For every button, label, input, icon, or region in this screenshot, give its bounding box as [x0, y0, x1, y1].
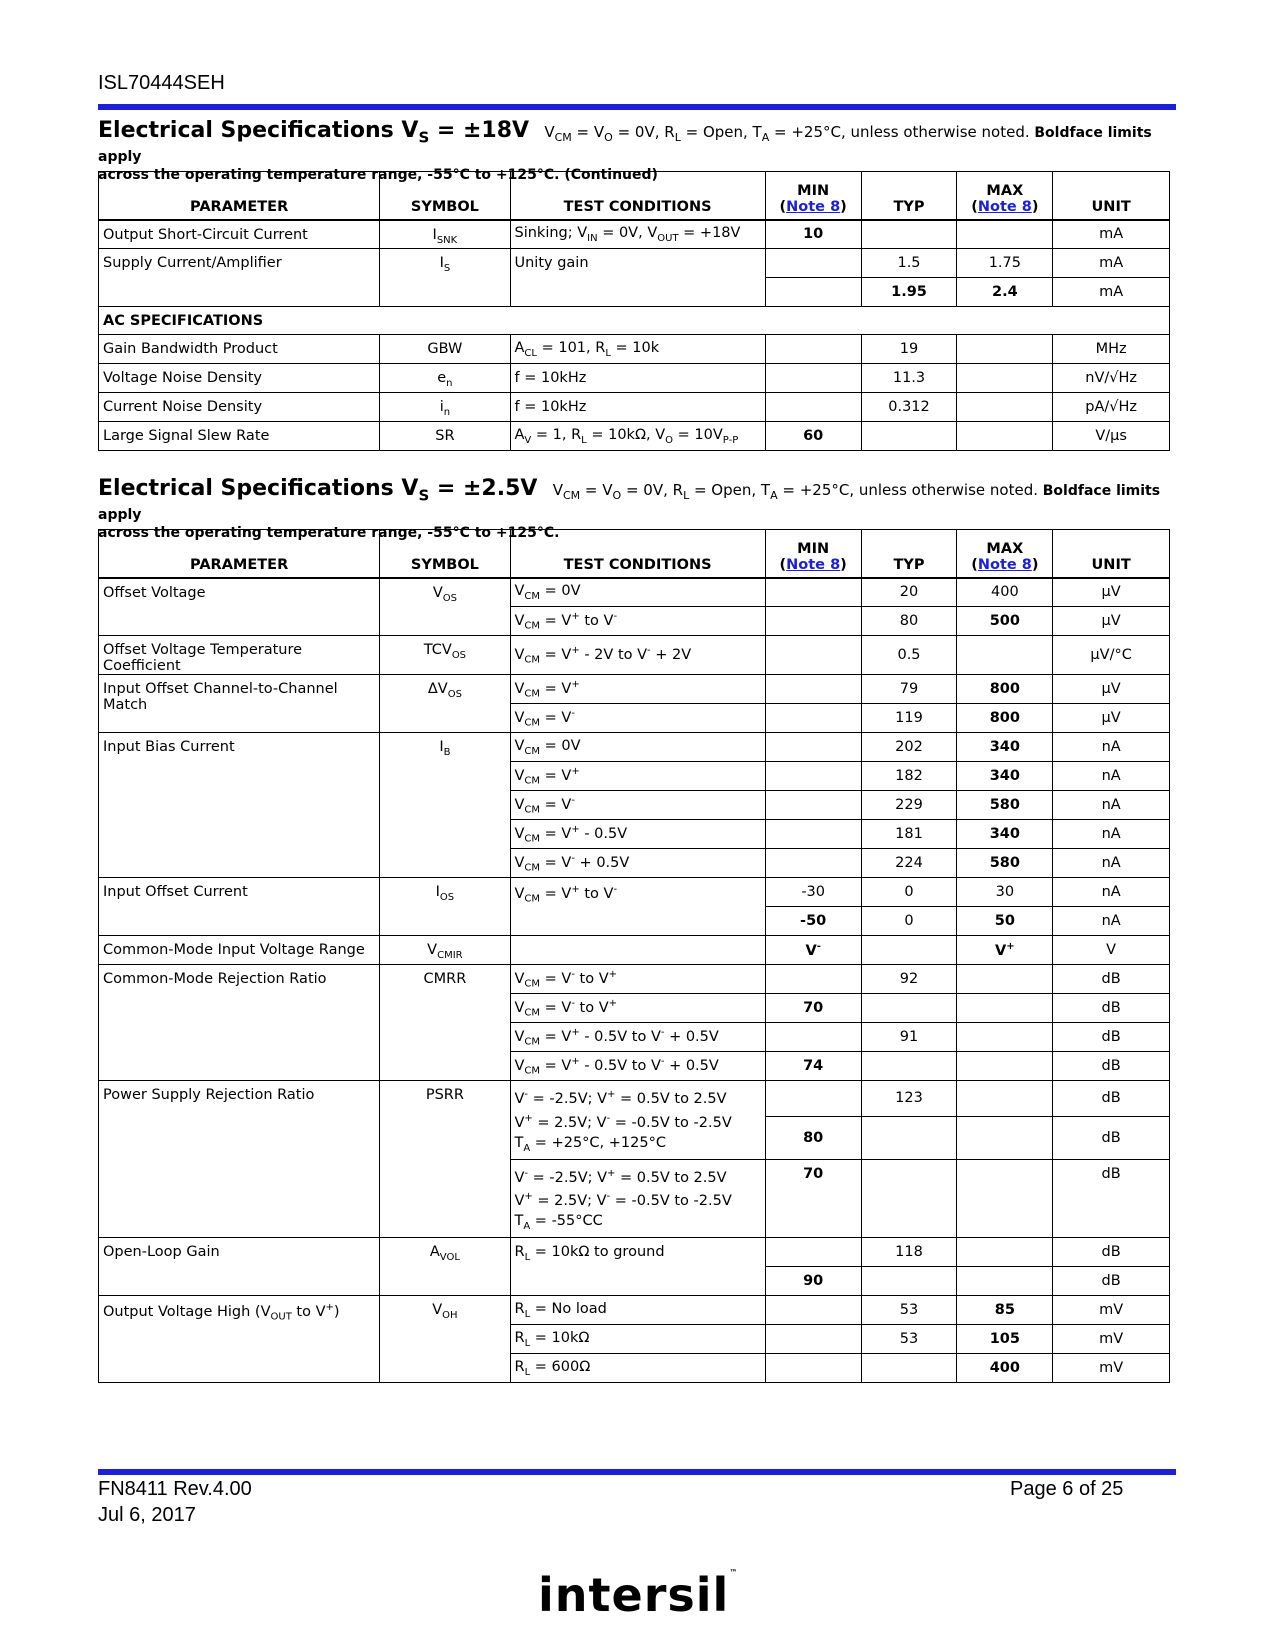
min-value [765, 249, 861, 278]
unit-value: pA/√Hz [1053, 393, 1170, 422]
min-value [765, 393, 861, 422]
max-value: 30 [957, 878, 1053, 907]
spec-table-2v5 [98, 529, 1170, 1383]
symbol: $\Delta V_{OS}$ [380, 675, 510, 733]
min-value: -50 [765, 907, 861, 936]
typ-value [861, 220, 957, 249]
typ-value: 181 [861, 820, 957, 849]
max-value [957, 1267, 1053, 1296]
min-value: 74 [765, 1052, 861, 1081]
parameter-name: Common-Mode Rejection Ratio [99, 965, 380, 1081]
min-value: 70 [765, 994, 861, 1023]
parameter-name: Offset Voltage [99, 578, 380, 636]
parameter-name: Current Noise Density [99, 393, 380, 422]
typ-value [861, 1116, 957, 1159]
unit-value: µV/°C [1053, 636, 1170, 675]
col-typ: TYP [861, 530, 957, 578]
min-value [765, 278, 861, 307]
table-row [99, 965, 1170, 994]
note-link[interactable]: Note 8 [786, 198, 841, 215]
max-value [957, 393, 1053, 422]
col-max: MAX (Note 8) [957, 172, 1053, 220]
test-condition: $R_L = 600\Omega$ [510, 1354, 765, 1383]
unit-value: MHz [1053, 335, 1170, 364]
min-value [765, 636, 861, 675]
test-condition: $V_{CM} = 0V$ [510, 733, 765, 762]
min-value [765, 733, 861, 762]
test-condition [510, 936, 765, 965]
col-unit: UNIT [1053, 530, 1170, 578]
table-row [99, 636, 1170, 675]
unit-value: dB [1053, 1159, 1170, 1238]
typ-value [861, 1052, 957, 1081]
test-condition: Unity gain [510, 249, 765, 307]
min-value [765, 1238, 861, 1267]
max-value: 340 [957, 733, 1053, 762]
min-value: -30 [765, 878, 861, 907]
col-symbol: SYMBOL [380, 172, 510, 220]
page-number: Page 6 of 25 [1010, 1478, 1124, 1500]
unit-value: mV [1053, 1325, 1170, 1354]
parameter-name: Voltage Noise Density [99, 364, 380, 393]
typ-value: 53 [861, 1325, 957, 1354]
col-min: MIN (Note 8) [765, 530, 861, 578]
test-condition: Sinking; $V_{IN} = 0V$, $V_{OUT} = +18V$ [510, 220, 765, 249]
test-condition: $V_{CM} = V^+$ [510, 675, 765, 704]
test-condition: $R_L = No$ load [510, 1296, 765, 1325]
typ-value: 19 [861, 335, 957, 364]
min-value [765, 675, 861, 704]
test-condition: f = 10kHz [510, 364, 765, 393]
parameter-name: Input Offset Channel-to-Channel Match [99, 675, 380, 733]
table-row [99, 733, 1170, 762]
max-value: V+ [957, 936, 1053, 965]
min-value [765, 1296, 861, 1325]
max-value: 105 [957, 1325, 1053, 1354]
test-condition: $V_{CM} = V^+$ [510, 762, 765, 791]
test-condition: $V_{CM} = V^+ - 2V$ to V- + 2V [510, 636, 765, 675]
test-condition: $R_L = 10k\Omega$ to ground [510, 1238, 765, 1296]
unit-value: mV [1053, 1296, 1170, 1325]
header-rule [98, 104, 1176, 110]
typ-value: 182 [861, 762, 957, 791]
test-condition: $V_{CM} = V^-$ [510, 704, 765, 733]
table-row [99, 220, 1170, 249]
test-condition: $A_{CL} = 101$, $R_L = 10k$ [510, 335, 765, 364]
test-condition: V- = -2.5V; V+ = 0.5V to 2.5V V+ = 2.5V; V- = -0.5V to -2.5V $T_A = +25^\circ C$, +125°C [510, 1081, 765, 1160]
table-row [99, 675, 1170, 704]
test-condition: $V_{CM} = V^+ - 0.5V$ [510, 820, 765, 849]
typ-value [861, 1354, 957, 1383]
min-value: 10 [765, 220, 861, 249]
max-value: 340 [957, 762, 1053, 791]
max-value [957, 1081, 1053, 1117]
max-value: 400 [957, 1354, 1053, 1383]
col-unit: UNIT [1053, 172, 1170, 220]
max-value [957, 1023, 1053, 1052]
typ-value: 11.3 [861, 364, 957, 393]
typ-value: 80 [861, 607, 957, 636]
test-condition: $V_{CM} = V^-$ [510, 791, 765, 820]
header-row [99, 530, 1170, 578]
test-condition: $R_L = 10k\Omega$ [510, 1325, 765, 1354]
col-parameter: PARAMETER [99, 172, 380, 220]
typ-value: 20 [861, 578, 957, 607]
min-value [765, 1325, 861, 1354]
parameter-name: Common-Mode Input Voltage Range [99, 936, 380, 965]
symbol: $i_n$ [380, 393, 510, 422]
max-value: 85 [957, 1296, 1053, 1325]
min-value [765, 704, 861, 733]
table-row [99, 578, 1170, 607]
symbol: $I_B$ [380, 733, 510, 878]
section1-conditions: $V_{CM} = V_O = 0V$, $R_L$ = Open, $T_A = +25^\circ C$, unless otherwise noted. Boldface limits apply [98, 123, 1152, 166]
unit-value: dB [1053, 1267, 1170, 1296]
unit-value: dB [1053, 1023, 1170, 1052]
max-value: 580 [957, 791, 1053, 820]
doc-id: ISL70444SEH [98, 72, 225, 94]
max-value: 340 [957, 820, 1053, 849]
symbol: $I_S$ [380, 249, 510, 307]
typ-value [861, 936, 957, 965]
unit-value: nA [1053, 762, 1170, 791]
typ-value: 123 [861, 1081, 957, 1117]
section2-line2: across the operating temperature range, -55°C to +125°C. [98, 525, 560, 542]
typ-value [861, 1267, 957, 1296]
max-value: 800 [957, 675, 1053, 704]
typ-value: 0.312 [861, 393, 957, 422]
min-value: V- [765, 936, 861, 965]
typ-value: 79 [861, 675, 957, 704]
section-label: AC SPECIFICATIONS [99, 307, 1170, 335]
note-link[interactable]: Note 8 [977, 198, 1032, 215]
section-row [99, 307, 1170, 335]
min-value [765, 1023, 861, 1052]
max-value [957, 1159, 1053, 1238]
max-value: 1.75 [957, 249, 1053, 278]
doc-revision: FN8411 Rev.4.00 [98, 1478, 252, 1500]
col-min: MIN (Note 8) [765, 172, 861, 220]
section2-conditions: $V_{CM} = V_O = 0V$, $R_L$ = Open, $T_A = +25^\circ C$, unless otherwise noted. Boldface limits apply [98, 481, 1161, 524]
col-test-conditions: TEST CONDITIONS [510, 530, 765, 578]
min-value [765, 364, 861, 393]
parameter-name: Large Signal Slew Rate [99, 422, 380, 451]
min-value: 80 [765, 1116, 861, 1159]
typ-value [861, 422, 957, 451]
min-value [765, 1081, 861, 1117]
parameter-name: Input Bias Current [99, 733, 380, 878]
section2-title: Electrical Specifications $V_S = \pm 2.5V$ $V_{CM} = V_O = 0V$, $R_L$ = Open, $T_A = +25^\circ C$, unless otherwise noted. Boldface limits apply across the operating temperature range, -55°C to +125°C. [98, 476, 1188, 541]
test-condition: $V_{CM} = V^-$ to V+ [510, 965, 765, 994]
unit-value: nA [1053, 820, 1170, 849]
max-value [957, 335, 1053, 364]
max-value: 400 [957, 578, 1053, 607]
typ-value [861, 1159, 957, 1238]
max-value [957, 364, 1053, 393]
table-row [99, 364, 1170, 393]
parameter-name: Output Short-Circuit Current [99, 220, 380, 249]
max-value [957, 1238, 1053, 1267]
symbol: $V_{CMIR}$ [380, 936, 510, 965]
max-value [957, 1116, 1053, 1159]
symbol: $V_{OH}$ [380, 1296, 510, 1383]
table-row [99, 422, 1170, 451]
unit-value: dB [1053, 1052, 1170, 1081]
min-value [765, 607, 861, 636]
min-value: 60 [765, 422, 861, 451]
unit-value: dB [1053, 965, 1170, 994]
unit-value: V [1053, 936, 1170, 965]
unit-value: nA [1053, 733, 1170, 762]
symbol: $V_{OS}$ [380, 578, 510, 636]
header-row [99, 172, 1170, 220]
unit-value: dB [1053, 1081, 1170, 1117]
test-condition: $V_{CM} = V^+$ to V- [510, 607, 765, 636]
symbol: SR [380, 422, 510, 451]
parameter-name: Power Supply Rejection Ratio [99, 1081, 380, 1238]
table-row [99, 393, 1170, 422]
table-row [99, 936, 1170, 965]
min-value [765, 762, 861, 791]
test-condition: $A_V = 1$, $R_L = 10k\Omega$, $V_O = 10V_{P-P}$ [510, 422, 765, 451]
table-row [99, 1238, 1170, 1267]
typ-value: 1.5 [861, 249, 957, 278]
max-value: 580 [957, 849, 1053, 878]
max-value [957, 1052, 1053, 1081]
typ-value: 1.95 [861, 278, 957, 307]
max-value [957, 220, 1053, 249]
unit-value: nA [1053, 791, 1170, 820]
section1-line2: across the operating temperature range, -55°C to +125°C. (Continued) [98, 167, 658, 184]
unit-value: µV [1053, 607, 1170, 636]
symbol: GBW [380, 335, 510, 364]
min-value [765, 791, 861, 820]
parameter-name: Output Voltage High ($V_{OUT}$ to V+) [99, 1296, 380, 1383]
min-value [765, 820, 861, 849]
unit-value: mA [1053, 220, 1170, 249]
col-max: MAX (Note 8) [957, 530, 1053, 578]
doc-date: Jul 6, 2017 [98, 1504, 196, 1526]
note-link[interactable]: Note 8 [786, 556, 841, 573]
min-value: 70 [765, 1159, 861, 1238]
min-value [765, 965, 861, 994]
unit-value: mA [1053, 249, 1170, 278]
parameter-name: Supply Current/Amplifier [99, 249, 380, 307]
min-value [765, 335, 861, 364]
typ-value: 0 [861, 878, 957, 907]
table-row [99, 1296, 1170, 1325]
max-value: 2.4 [957, 278, 1053, 307]
unit-value: nV/√Hz [1053, 364, 1170, 393]
symbol: $A_{VOL}$ [380, 1238, 510, 1296]
table-row [99, 335, 1170, 364]
parameter-name: Open-Loop Gain [99, 1238, 380, 1296]
unit-value: dB [1053, 994, 1170, 1023]
symbol: CMRR [380, 965, 510, 1081]
col-parameter: PARAMETER [99, 530, 380, 578]
symbol: $I_{OS}$ [380, 878, 510, 936]
parameter-name: Gain Bandwidth Product [99, 335, 380, 364]
footer-rule [98, 1469, 1176, 1475]
spec-table-18v [98, 171, 1170, 451]
max-value: 500 [957, 607, 1053, 636]
typ-value: 119 [861, 704, 957, 733]
typ-value: 0 [861, 907, 957, 936]
unit-value: µV [1053, 704, 1170, 733]
parameter-name: Input Offset Current [99, 878, 380, 936]
unit-value: µV [1053, 578, 1170, 607]
max-value [957, 636, 1053, 675]
typ-value: 229 [861, 791, 957, 820]
col-typ: TYP [861, 172, 957, 220]
max-value: 800 [957, 704, 1053, 733]
typ-value [861, 994, 957, 1023]
test-condition: $V_{CM} = V^+ - 0.5V$ to V- + 0.5V [510, 1023, 765, 1052]
min-value: 90 [765, 1267, 861, 1296]
test-condition: V- = -2.5V; V+ = 0.5V to 2.5V V+ = 2.5V; V- = -0.5V to -2.5V $T_A = -55^\circ CC$ [510, 1159, 765, 1238]
unit-value: V/µs [1053, 422, 1170, 451]
table-row [99, 249, 1170, 278]
max-value [957, 994, 1053, 1023]
col-symbol: SYMBOL [380, 530, 510, 578]
table-row [99, 1081, 1170, 1117]
unit-value: nA [1053, 849, 1170, 878]
typ-value: 202 [861, 733, 957, 762]
min-value [765, 578, 861, 607]
symbol: $e_n$ [380, 364, 510, 393]
unit-value: dB [1053, 1116, 1170, 1159]
max-value [957, 422, 1053, 451]
section1-title: Electrical Specifications $V_S = \pm 18V$ $V_{CM} = V_O = 0V$, $R_L$ = Open, $T_A = +25^\circ C$, unless otherwise noted. Boldface limits apply across the operating temperature range, -55°C to +125°C. (Continued) [98, 118, 1188, 183]
symbol: $TCV_{OS}$ [380, 636, 510, 675]
max-value [957, 965, 1053, 994]
max-value: 50 [957, 907, 1053, 936]
test-condition: $V_{CM} = V^-$ to V+ [510, 994, 765, 1023]
intersil-logo: intersil™ [538, 1568, 739, 1622]
unit-value: mV [1053, 1354, 1170, 1383]
min-value [765, 849, 861, 878]
typ-value: 53 [861, 1296, 957, 1325]
test-condition: $V_{CM} = V^- + 0.5V$ [510, 849, 765, 878]
test-condition: $V_{CM} = V^+$ to V- [510, 878, 765, 936]
typ-value: 92 [861, 965, 957, 994]
unit-value: nA [1053, 907, 1170, 936]
table-row [99, 878, 1170, 907]
min-value [765, 1354, 861, 1383]
test-condition: f = 10kHz [510, 393, 765, 422]
typ-value: 0.5 [861, 636, 957, 675]
symbol: PSRR [380, 1081, 510, 1238]
parameter-name: Offset Voltage Temperature Coefficient [99, 636, 380, 675]
note-link[interactable]: Note 8 [977, 556, 1032, 573]
unit-value: mA [1053, 278, 1170, 307]
typ-value: 91 [861, 1023, 957, 1052]
typ-value: 118 [861, 1238, 957, 1267]
col-test-conditions: TEST CONDITIONS [510, 172, 765, 220]
typ-value: 224 [861, 849, 957, 878]
test-condition: $V_{CM} = 0V$ [510, 578, 765, 607]
symbol: $I_{SNK}$ [380, 220, 510, 249]
unit-value: nA [1053, 878, 1170, 907]
unit-value: dB [1053, 1238, 1170, 1267]
test-condition: $V_{CM} = V^+ - 0.5V$ to V- + 0.5V [510, 1052, 765, 1081]
unit-value: µV [1053, 675, 1170, 704]
